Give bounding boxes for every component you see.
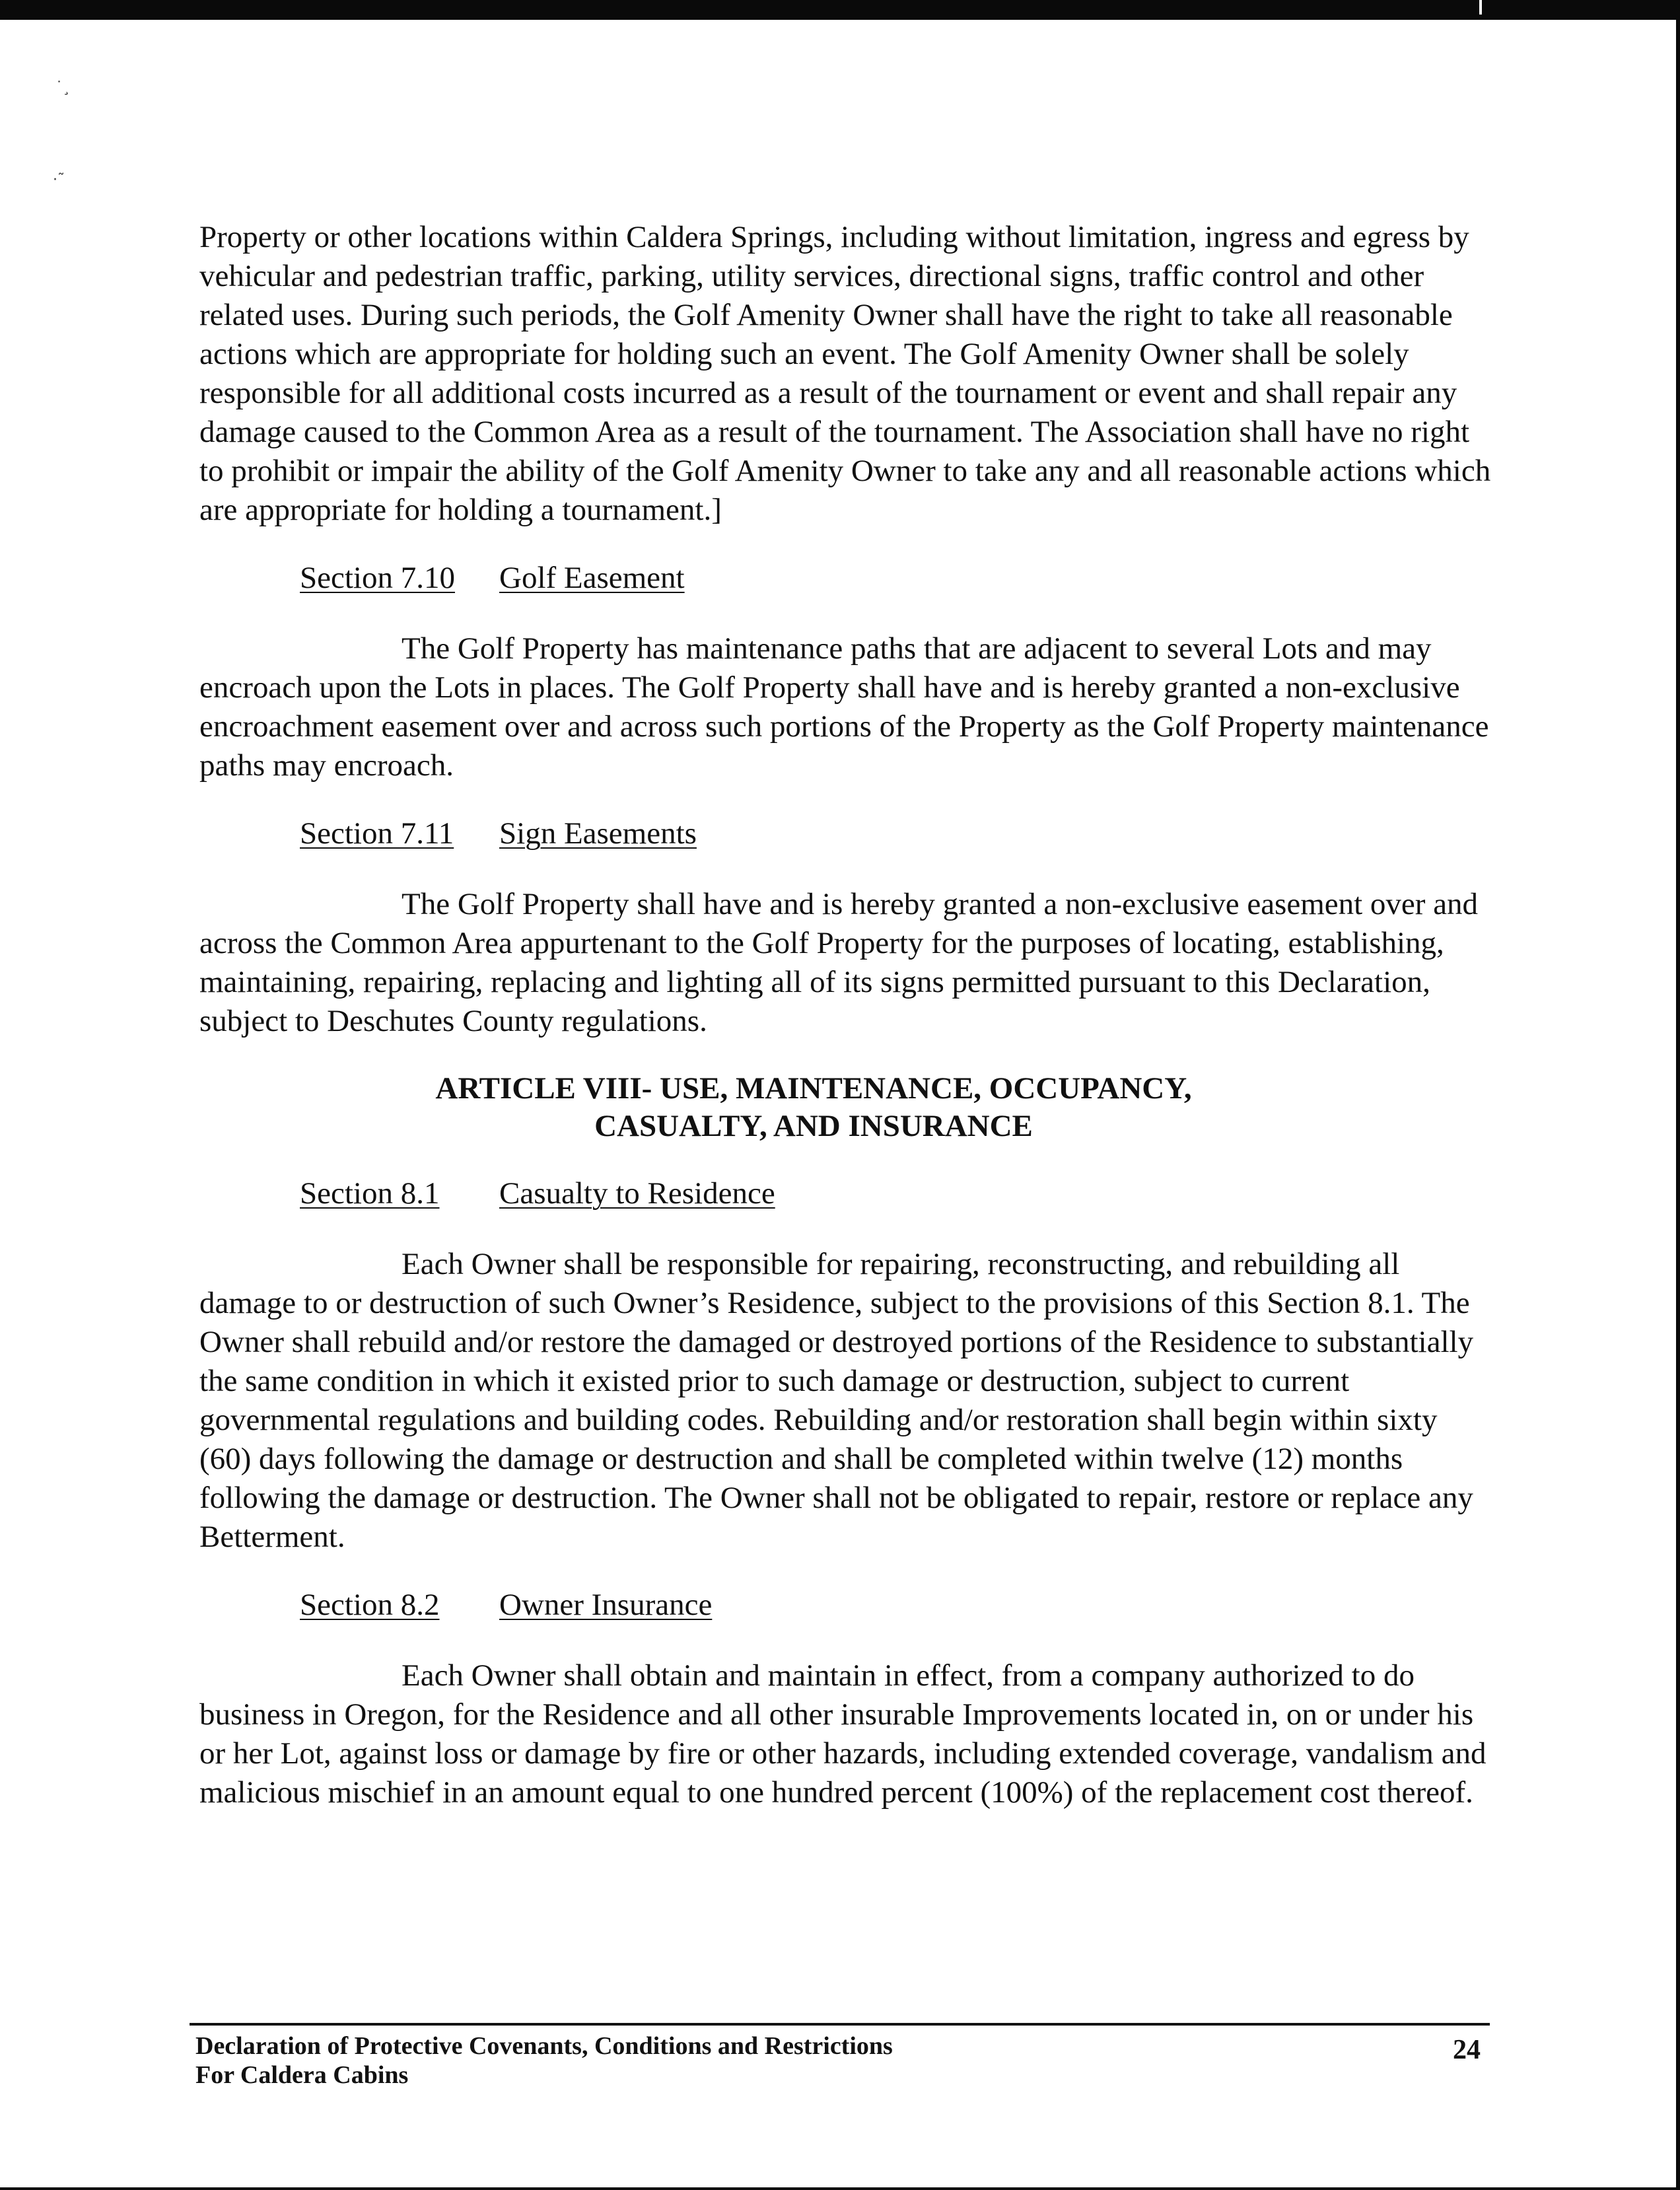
article-heading: [199, 1070, 1494, 1145]
section-7-10-body: The Golf Property has maintenance paths that are adjacent to several Lots and may encroach upon the Lots in places. The Golf Property shall have and is hereby granted a non-exclusive encroachment easement over and across such portions of the Property as the Golf Property maintenance paths may encroach.: [199, 631, 1489, 783]
scan-speck: ·˜: [53, 172, 65, 188]
section-title: Casualty to Residence: [499, 1176, 775, 1211]
section-number: Section 7.11: [300, 816, 454, 851]
section-number: Section 8.1: [300, 1176, 440, 1211]
scan-speck: ˙¸: [55, 79, 70, 96]
footer-divider: [190, 2023, 1490, 2026]
section-8-1-body: Each Owner shall be responsible for repairing, reconstructing, and rebuilding all damage to or destruction of such Owner’s Residence, subject to the provisions of this Section 8.1. The Owner shall rebuild and/or restore the damaged or destroyed portions of the Residence to substantially the same condition in which it existed prior to such damage or destruction, subject to current governmental regulations and building codes. Rebuilding and/or restoration shall begin within sixty (60) days following the damage or destruction and shall be completed within twelve (12) months following the damage or destruction. The Owner shall not be obligated to repair, restore or replace any Betterment.: [199, 1247, 1474, 1554]
section-title: Golf Easement: [499, 561, 685, 595]
footer-document-subtitle: For Caldera Cabins: [195, 2061, 409, 2089]
section-7-11-body: The Golf Property shall have and is hereby granted a non-exclusive easement over and across the Common Area appurtenant to the Golf Property for the purposes of locating, establishing, maintaining, repairing, replacing and lighting all of its signs permitted pursuant to this Declaration, subject to Deschutes County regulations.: [199, 887, 1479, 1038]
continued-paragraph: Property or other locations within Caldera Springs, including without limitation, ingress and egress by vehicular and pedestrian traffic, parking, utility services, directional signs, traffic control and other related uses. During such periods, the Golf Amenity Owner shall have the right to take all reasonable actions which are appropriate for holding such an event. The Golf Amenity Owner shall be solely responsible for all additional costs incurred as a result of the tournament or event and shall repair any damage caused to the Common Area as a result of the tournament. The Association shall have no right to prohibit or impair the ability of the Golf Amenity Owner to take any and all reasonable actions which are appropriate for holding a tournament.]: [199, 220, 1491, 527]
section-heading-8-2: [300, 1586, 1494, 1625]
scan-top-mark: [1479, 0, 1482, 15]
document-body: [199, 218, 1494, 1812]
section-heading-7-11: [300, 814, 1494, 853]
article-heading-line-1: ARTICLE VIII- USE, MAINTENANCE, OCCUPANCY,: [435, 1071, 1192, 1106]
section-number: Section 8.2: [300, 1588, 440, 1622]
scan-bottom-border: [0, 2187, 1680, 2190]
section-number: Section 7.10: [300, 561, 455, 595]
article-heading-line-2: CASUALTY, AND INSURANCE: [594, 1109, 1033, 1143]
footer-document-title: Declaration of Protective Covenants, Conditions and Restrictions: [195, 2032, 893, 2060]
scan-top-border: [0, 0, 1680, 20]
section-heading-7-10: [300, 559, 1494, 598]
page-number: 24: [1453, 2035, 1481, 2065]
section-8-2-body: Each Owner shall obtain and maintain in effect, from a company authorized to do business in Oregon, for the Residence and all other insurable Improvements located in, on or under his or her Lot, against loss or damage by fire or other hazards, including extended coverage, vandalism and malicious mischief in an amount equal to one hundred percent (100%) of the replacement cost thereof.: [199, 1658, 1487, 1810]
page-footer: [195, 2031, 1490, 2090]
scan-right-border: [1676, 20, 1680, 2190]
section-title: Owner Insurance: [499, 1588, 713, 1622]
section-heading-8-1: [300, 1174, 1494, 1213]
section-title: Sign Easements: [499, 816, 697, 851]
